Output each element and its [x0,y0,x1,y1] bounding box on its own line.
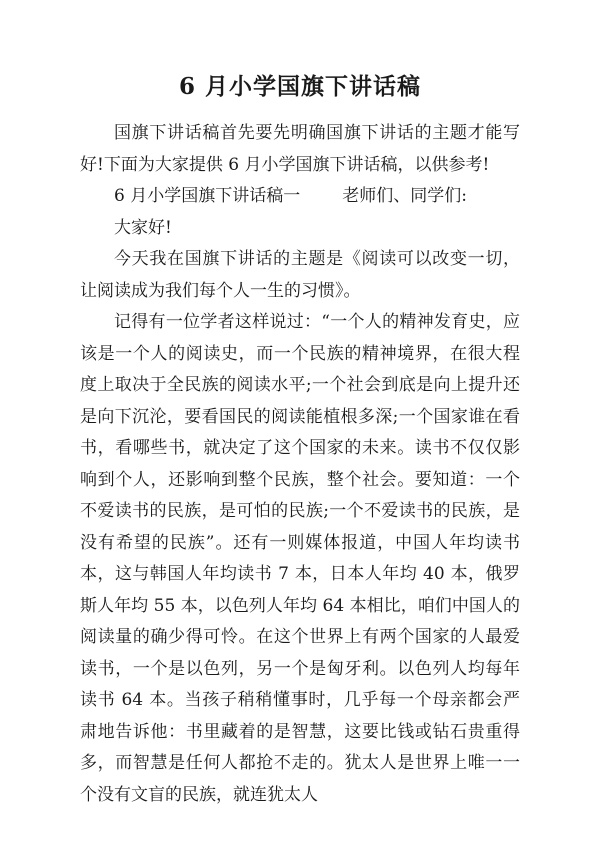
topic-paragraph: 今天我在国旗下讲话的主题是《阅读可以改变一切，让阅读成为我们每个人一生的习惯》。 [80,249,520,301]
section-heading-row [80,181,520,213]
document-title: 6 月小学国旗下讲话稿 [178,73,421,100]
salutation: 老师们、同学们: [342,186,467,206]
intro-paragraph: 国旗下讲话稿首先要先明确国旗下讲话的主题才能写好!下面为大家提供 6 月小学国旗下讲话稿，以供参考! [80,123,520,175]
document-body [80,118,520,811]
quote-paragraph: 记得有一位学者这样说过：“一个人的精神发育史，应该是一个人的阅读史，而一个民族的精神境界，在很大程度上取决于全民族的阅读水平;一个社会到底是向上提升还是向下沉沦，要看国民的阅读能植根多深;一个国家谁在看书，看哪些书，就决定了这个国家的未来。读书不仅仅影响到个人，还影响到整个民族，整个社会。要知道：一个不爱读书的民族，是可怕的民族;一个不爱读书的民族，是没有希望的民族”。还有一则媒体报道，中国人年均读书本，这与韩国人年均读书 7 本，日本人年均 40 本，俄罗斯人年均 55 本，以色列人年均 64 本相比，咱们中国人的阅读量的确少得可怜。在这个世界上有两个国家的人最爱读书，一个是以色列，另一个是匈牙利。以色列人均每年读书 64 本。当孩子稍稍懂事时，几乎每一个母亲都会严肃地告诉他：书里藏着的是智慧，这要比钱或钻石贵重得多，而智慧是任何人都抢不走的。犹太人是世界上唯一一个没有文盲的民族，就连犹太人 [80,312,520,805]
greeting-paragraph: 大家好! [114,217,172,238]
section-heading: 6 月小学国旗下讲话稿一 [114,186,301,206]
